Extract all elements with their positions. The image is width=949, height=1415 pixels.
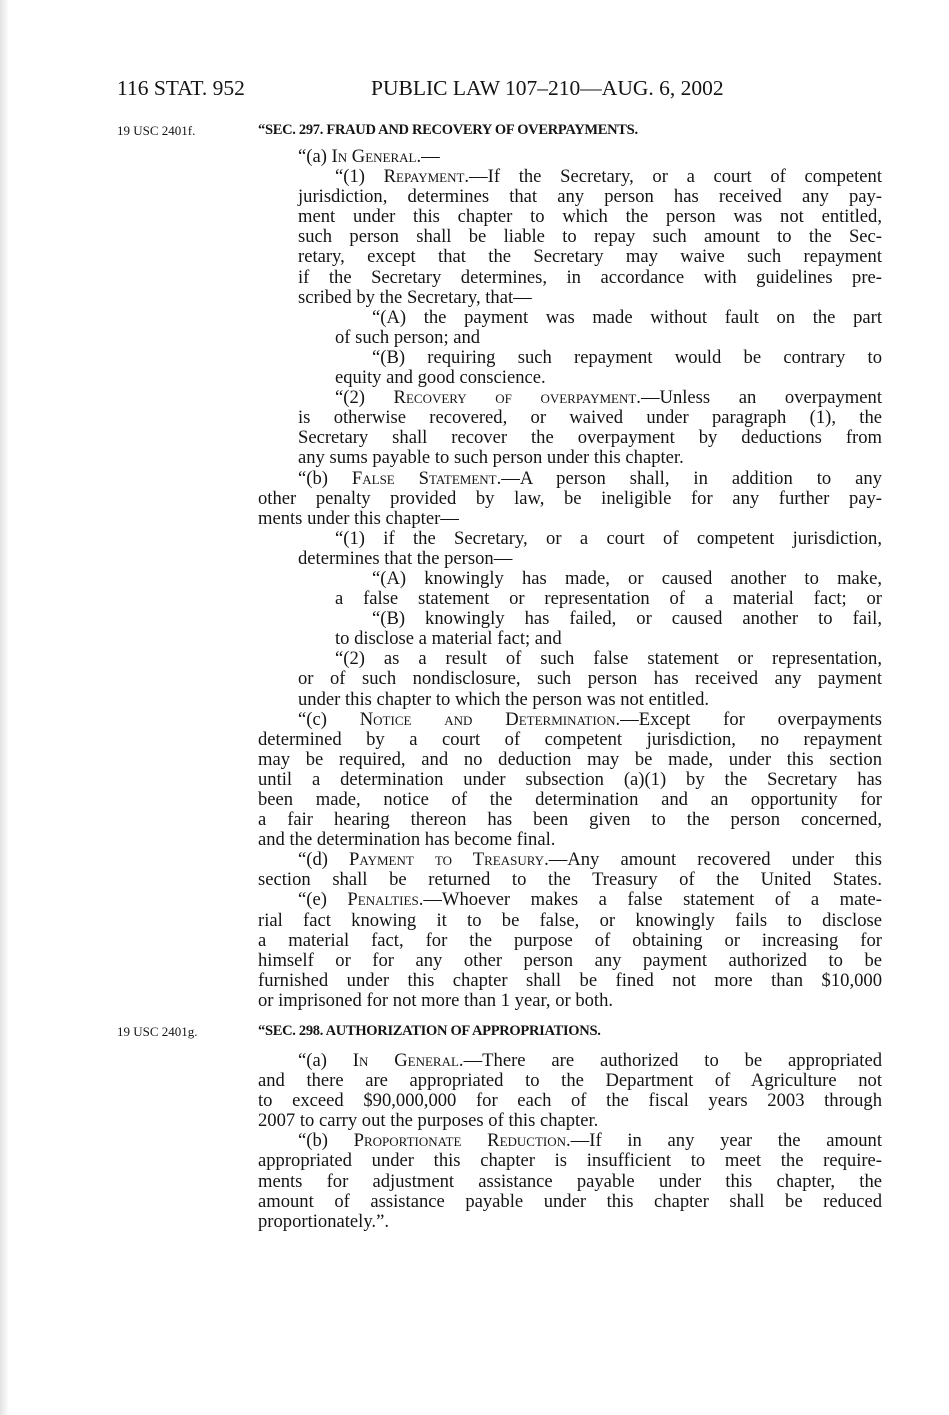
text-line: section shall be returned to the Treasury of the United States. — [258, 869, 882, 891]
section-298-body — [258, 1051, 882, 1232]
text-line: “(B) knowingly has failed, or caused another to fail, — [372, 608, 882, 630]
text-line: determined by a court of competent jurisdiction, no repayment — [258, 728, 882, 750]
text-line: until a determination under subsection (a)(1) by the Secretary has — [258, 768, 882, 790]
text-line: jurisdiction, determines that any person has received any pay- — [298, 186, 882, 208]
text-line: “(A) the payment was made without fault on the part — [372, 306, 882, 328]
text-line: and there are appropriated to the Department of Agriculture not — [258, 1070, 882, 1092]
text-line: a fair hearing thereon has been given to the person concerned, — [258, 809, 882, 831]
text-line: to disclose a material fact; and — [335, 628, 562, 650]
text-line: determines that the person— — [298, 547, 513, 569]
text-line: “(d) Payment to Treasury.—Any amount recovered under this — [298, 849, 882, 871]
text-line: “(b) False Statement.—A person shall, in addition to any — [298, 467, 882, 489]
text-line: “(2) as a result of such false statement or representation, — [335, 648, 882, 670]
text-line: Secretary shall recover the overpayment by deductions from — [298, 427, 882, 449]
text-line: “(b) Proportionate Reduction.—If in any year the amount — [298, 1130, 882, 1152]
text-line: ments under this chapter— — [258, 507, 459, 529]
section-297-body — [258, 147, 882, 1011]
text-line: a false statement or representation of a material fact; or — [335, 588, 882, 610]
text-line: a material fact, for the purpose of obtaining or increasing for — [258, 929, 882, 951]
text-line: or imprisoned for not more than 1 year, or both. — [258, 989, 614, 1011]
text-line: of such person; and — [335, 326, 481, 348]
text-line: to exceed $90,000,000 for each of the fiscal years 2003 through — [258, 1090, 882, 1112]
usc-margin-note-2401g: 19 USC 2401g. — [117, 1024, 198, 1039]
text-line: been made, notice of the determination and an opportunity for — [258, 789, 882, 810]
text-line: appropriated under this chapter is insufficient to meet the require- — [258, 1150, 882, 1172]
text-line: or of such nondisclosure, such person has received any payment — [298, 668, 882, 690]
text-line: other penalty provided by law, be ineligible for any further pay- — [258, 487, 882, 509]
statute-page-reference: 116 STAT. 952 — [117, 76, 245, 100]
section-297-heading: “SEC. 297. FRAUD AND RECOVERY OF OVERPAYMENTS. — [258, 122, 638, 138]
text-line: may be required, and no deduction may be made, under this section — [258, 748, 882, 770]
text-line: rial fact knowing it to be false, or knowingly fails to disclose — [258, 909, 882, 931]
text-line: himself or for any other person any payment authorized to be — [258, 949, 882, 971]
text-line: is otherwise recovered, or waived under paragraph (1), the — [298, 407, 882, 429]
text-line: “(1) Repayment.—If the Secretary, or a court of competent — [335, 166, 882, 188]
text-line: proportionately.”. — [258, 1210, 389, 1232]
text-line: “(a) In General.—There are authorized to be appropriated — [298, 1050, 882, 1071]
text-line: ments for adjustment assistance payable under this chapter, the — [258, 1170, 882, 1192]
text-line: “(2) Recovery of overpayment.—Unless an overpayment — [335, 387, 882, 409]
text-line: “(a) In General.— — [298, 146, 440, 167]
text-line: “(1) if the Secretary, or a court of competent jurisdiction, — [335, 527, 882, 549]
text-line: “(A) knowingly has made, or caused another to make, — [372, 567, 882, 589]
text-line: any sums payable to such person under this chapter. — [298, 447, 684, 469]
text-line: amount of assistance payable under this chapter shall be reduced — [258, 1190, 882, 1212]
usc-margin-note-2401f: 19 USC 2401f. — [117, 123, 196, 138]
text-line: 2007 to carry out the purposes of this chapter. — [258, 1110, 599, 1132]
scan-edge — [0, 0, 9, 1415]
text-line: “(e) Penalties.—Whoever makes a false statement of a mate- — [298, 889, 883, 911]
text-line: retary, except that the Secretary may waive such repayment — [298, 246, 882, 268]
public-law-title: PUBLIC LAW 107–210—AUG. 6, 2002 — [371, 76, 724, 100]
text-line: such person shall be liable to repay such amount to the Sec- — [298, 226, 882, 248]
text-line: if the Secretary determines, in accordance with guidelines pre- — [298, 266, 882, 288]
text-line: “(c) Notice and Determination.—Except for overpayments — [298, 708, 882, 730]
text-line: ment under this chapter to which the person was not entitled, — [298, 206, 882, 228]
text-line: and the determination has become final. — [258, 829, 556, 851]
text-line: under this chapter to which the person was not entitled. — [298, 688, 710, 710]
text-line: “(B) requiring such repayment would be contrary to — [372, 346, 882, 368]
text-line: scribed by the Secretary, that— — [298, 286, 532, 308]
text-line: furnished under this chapter shall be fined not more than $10,000 — [258, 969, 882, 991]
running-head — [117, 74, 777, 104]
section-298-heading: “SEC. 298. AUTHORIZATION OF APPROPRIATIONS. — [258, 1023, 601, 1039]
text-line: equity and good conscience. — [335, 367, 546, 389]
